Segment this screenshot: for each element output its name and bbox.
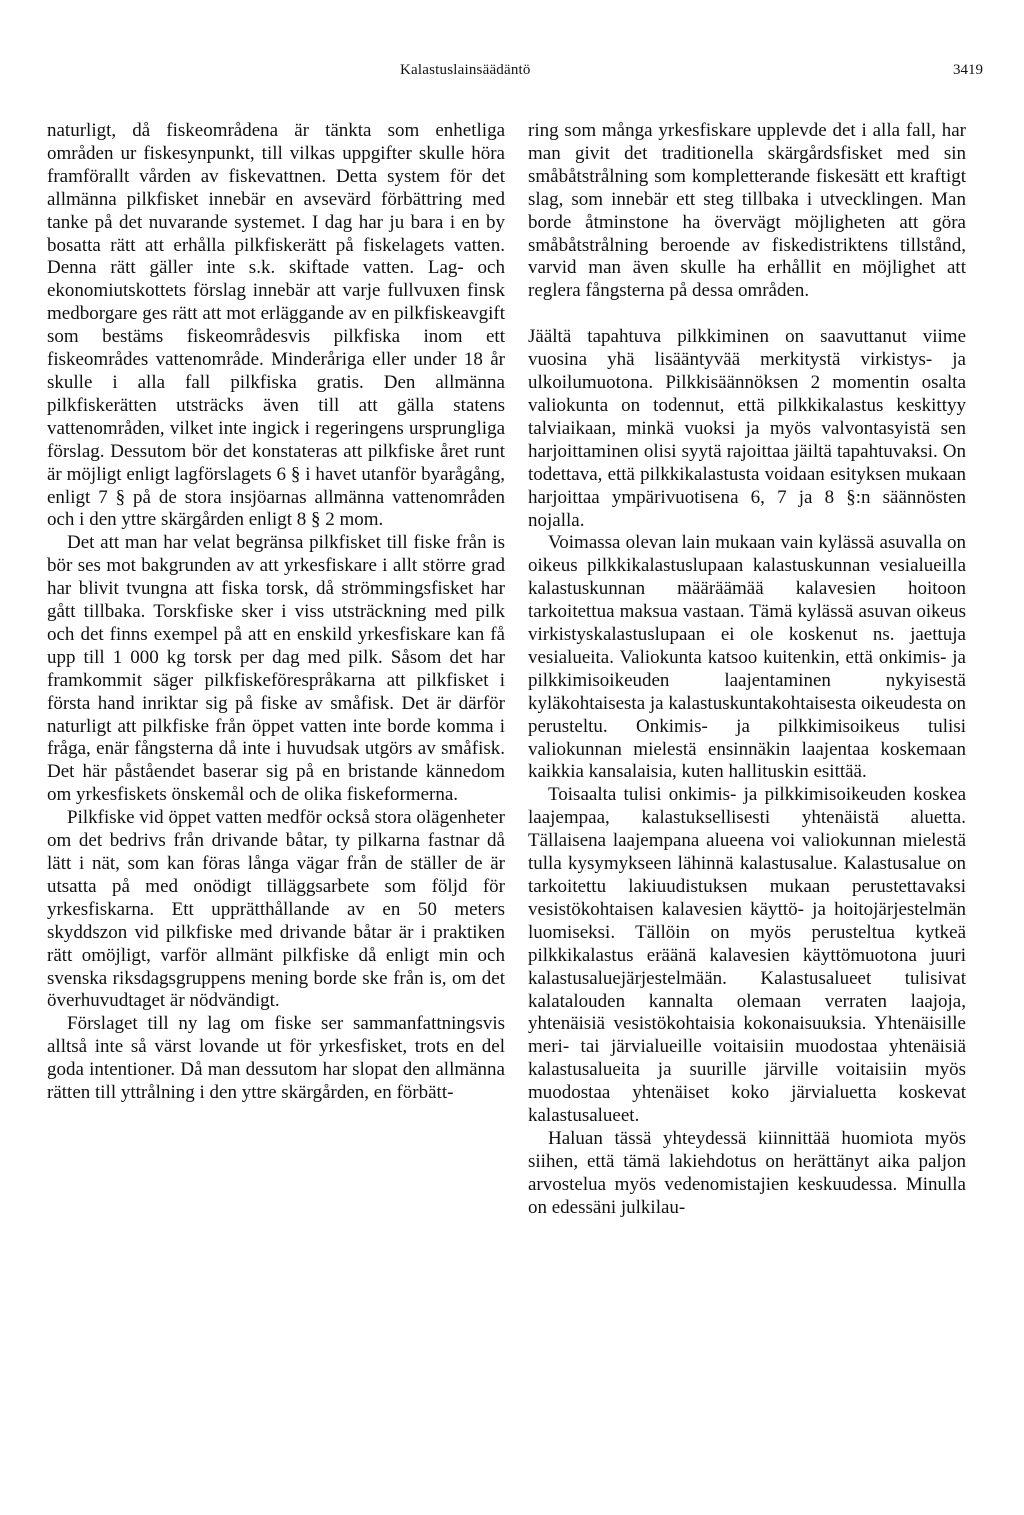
paragraph: Pilkfiske vid öppet vatten medför också stora olägenheter om det bedrivs från drivande båtar, ty pilkarna fastnar då lätt i nät, som kan föras långa vägar från de ställer de är utsatta på med onödigt tilläggsarbete som följd för yrkesfiskarna. Ett upprätthållande av en 50 meters skyddszon vid pilkfiske med drivande båtar är i praktiken rätt omöjligt, varför allmänt pilkfiske då enligt min och svenska riksdagsgruppens mening borde ske från is, om det överhuvudtaget är nödvändigt. <box>47 807 505 1012</box>
paragraph: ring som många yrkesfiskare upplevde det i alla fall, har man givit det traditionella skärgårdsfisket med sin småbåtstrålning som kompletterande fiskesätt ett kraftigt slag, som innebär ett steg tillbaka i utvecklingen. Man borde åtminstone ha övervägt möjligheten att göra småbåtstrålning beroende av fiskedistriktens tillstånd, varvid man även skulle ha erhållit en möjlighet att reglera fångsterna på dessa områden. <box>528 120 966 302</box>
right-column <box>528 120 966 1220</box>
paragraph: Toisaalta tulisi onkimis- ja pilkkimisoikeuden koskea laajempaa, kalastuksellisesti yhtenäistä aluetta. Tällaisena laajempana alueena voi valiokunnan mielestä tulla kysymykseen lähinnä kalastusalue. Kalastusalue on tarkoitettu lakiuudistuksen mukaan perustettavaksi vesistökohtaisen kalavesien käyttö- ja hoitojärjestelmän luomiseksi. Tällöin on myös perusteltua kytkeä pilkkikalastus eräänä kalavesien käyttömuotona juuri kalastusaluejärjestelmään. Kalastusalueet tulisivat kalatalouden kannalta olemaan verraten laajoja, yhtenäisiä vesistökohtaisia kokonaisuuksia. Yhtenäisille meri- tai järvialueille voitaisiin muodostaa yhtenäisiä kalastusalueita ja suurille järville voitaisiin myös muodostaa yhtenäiset koko järvialuetta koskevat kalastusalueet. <box>528 784 966 1127</box>
paragraph: Det att man har velat begränsa pilkfisket till fiske från is bör ses mot bakgrunden av att yrkesfiskare i allt större grad har blivit tvungna att fiska torsk, då strömmingsfisket har gått tillbaka. Torskfiske sker i viss utsträckning med pilk och det finns exempel på att en enskild yrkesfiskare kan få upp till 1 000 kg torsk per dag med pilk. Såsom det har framkommit säger pilkfiskeförespråkarna att pilkfisket i första hand inriktar sig på fiske av småfisk. Det är därför naturligt att pilkfiske från öppet vatten inte borde komma i fråga, enär fångsterna då inte i huvudsak utgörs av småfisk. Det här påståendet baserar sig på en bristande kännedom om yrkesfiskets önskemål och de olika fiskeformerna. <box>47 532 505 806</box>
running-head: Kalastuslainsäädäntö <box>400 62 531 78</box>
paragraph: Voimassa olevan lain mukaan vain kylässä asuvalla on oikeus pilkkikalastuslupaan kalastuskunnan vesialueilla kalastuskunnan määräämää kalavesien hoitoon tarkoitettua maksua vastaan. Tämä kylässä asuvan oikeus virkistyskalastuslupaan ei ole koskenut ns. jaettuja vesialueita. Valiokunta katsoo kuitenkin, että onkimis- ja pilkkimisoikeuden laajentaminen nykyisestä kyläkohtaisesta ja kalastuskuntakohtaisesta oikeudesta on perusteltu. Onkimis- ja pilkkimisoikeus tulisi valiokunnan mielestä ensinnäkin laajentaa koskemaan kaikkia kansalaisia, kuten hallituskin esittää. <box>528 532 966 783</box>
left-column <box>47 120 505 1105</box>
paragraph: naturligt, då fiskeområdena är tänkta som enhetliga områden ur fiskesynpunkt, till vilkas uppgifter skulle höra framförallt vården av fiskevattnen. Detta system för det allmänna pilkfisket innebär en avsevärd förbättring med tanke på det nuvarande systemet. I dag har ju bara i en by bosatta rätt att erhålla pilkfiskerätt på fiskelagets vatten. Denna rätt gäller inte s.k. skiftade vatten. Lag- och ekonomiutskottets förslag innebär att varje fullvuxen finsk medborgare ges rätt att mot erläggande av en pilkfiskeavgift som bestäms fiskeområdesvis pilkfiska inom ett fiskeområdes vattenområde. Minderåriga eller under 18 år skulle i alla fall pilkfiska gratis. Den allmänna pilkfiskerätten utsträcks även till att gälla statens vattenområden, vilket inte ingick i regeringens ursprungliga förslag. Dessutom bör det konstateras att pilkfiske året runt är möjligt enligt lagförslagets 6 § i havet utanför byarågång, enligt 7 § på de stora insjöarnas allmänna vattenområden och i den yttre skärgården enligt 8 § 2 mom. <box>47 120 505 531</box>
page-number: 3419 <box>953 62 983 78</box>
paragraph: Förslaget till ny lag om fiske ser sammanfattningsvis alltså inte så värst lovande ut för yrkesfisket, trots en del goda intentioner. Då man dessutom har slopat den allmänna rätten till yttrålning i den yttre skärgården, en förbätt- <box>47 1013 505 1104</box>
paragraph: Haluan tässä yhteydessä kiinnittää huomiota myös siihen, että tämä lakiehdotus on herättänyt aika paljon arvostelua myös vedenomistajien keskuudessa. Minulla on edessäni julkilau- <box>528 1127 966 1218</box>
paragraph: Jäältä tapahtuva pilkkiminen on saavuttanut viime vuosina yhä lisääntyvää merkitystä virkistys- ja ulkoilumuotona. Pilkkisäännöksen 2 momentin osalta valiokunta on todennut, että pilkkikalastus keskittyy talviaikaan, minkä vuoksi ja myös valvontasyistä sen harjoittaminen olisi syytä rajoittaa jäiltä tapahtuvaksi. On todettava, että pilkkikalastusta voidaan esityksen mukaan harjoittaa ympärivuotisena 6, 7 ja 8 §:n säännösten nojalla. <box>528 326 966 531</box>
